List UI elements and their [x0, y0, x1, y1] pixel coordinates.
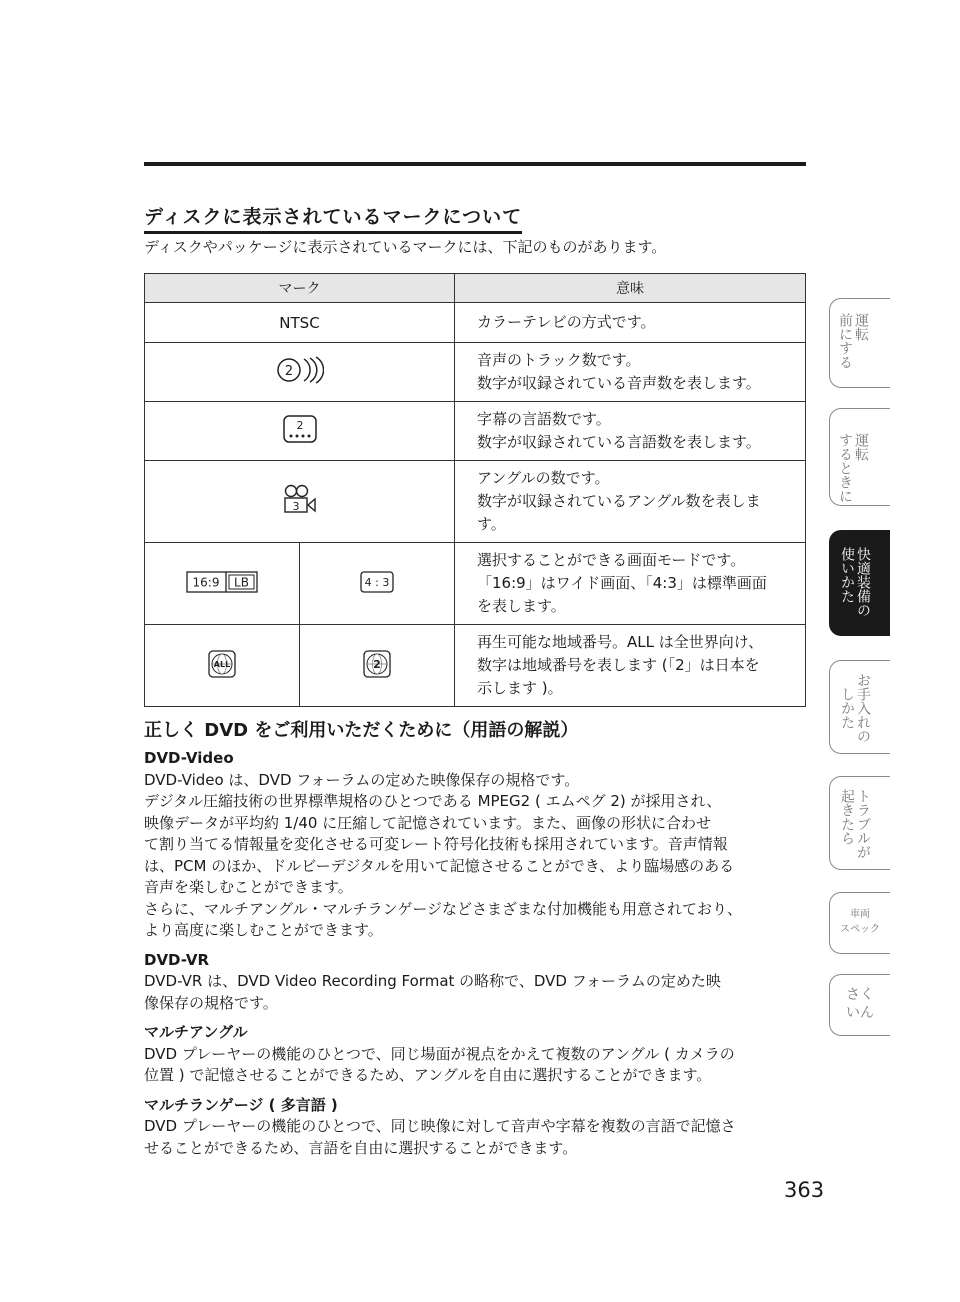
region-2-label: 2	[373, 657, 381, 671]
table-row	[145, 303, 806, 343]
table-header-row	[145, 274, 806, 303]
region-all-label: ALL	[213, 659, 231, 669]
table-row	[145, 402, 806, 461]
angle-count-label: 3	[292, 499, 299, 513]
term-paragraph-line: さらに、マルチアングル・マルチランゲージなどさまざまな付加機能も用意されており、	[144, 899, 743, 918]
term-paragraph-line: DVD プレーヤーの機能のひとつで、同じ場面が視点をかえて複数のアングル ( カメラの	[144, 1044, 735, 1063]
mark-ntsc: NTSC	[145, 303, 455, 343]
term-heading: DVD-Video	[144, 749, 234, 767]
wide-label: 16:9	[192, 575, 220, 589]
side-tab-label: 運転	[853, 433, 869, 461]
meaning-cell: 音声のトラック数です。 数字が収録されている音声数を表します。	[455, 343, 806, 402]
side-tab-before-driving[interactable]	[829, 298, 890, 388]
side-tab-maintenance[interactable]	[829, 660, 890, 754]
angle-count-icon	[145, 461, 455, 543]
table-row	[145, 543, 806, 625]
table-row	[145, 461, 806, 543]
term-heading: マルチアングル	[144, 1023, 248, 1041]
page-number: 363	[784, 1178, 825, 1202]
standard-43-label: 4 : 3	[364, 575, 390, 589]
side-tab-troubleshooting[interactable]	[829, 776, 890, 870]
term-paragraph-line: 音声を楽しむことができます。	[144, 878, 353, 896]
term-paragraph-line: DVD-VR は、DVD Video Recording Format の略称で、DVD フォーラムの定めた映	[144, 972, 721, 990]
side-tab-comfort-features[interactable]	[829, 530, 890, 636]
side-tab-label: さく	[846, 987, 874, 1003]
term-paragraph-line: DVD プレーヤーの機能のひとつで、同じ映像に対して音声や字幕を複数の言語で記憶さ	[144, 1117, 736, 1135]
region-all-icon	[145, 625, 300, 707]
term-paragraph-line: 映像データが平均約 1/40 に圧縮して記憶されています。また、画像の形状に合わせ	[144, 813, 712, 832]
meaning-cell: カラーテレビの方式です。	[455, 303, 806, 343]
table-row	[145, 625, 806, 707]
side-tab-vehicle-specs[interactable]	[829, 892, 890, 954]
section-title-terms: 正しく DVD をご利用いただくために（用語の解説）	[144, 720, 579, 741]
lb-label: LB	[234, 575, 249, 589]
term-paragraph-line: は、PCM のほか、ドルビーデジタルを用いて記憶させることができ、より臨場感のある	[144, 856, 735, 875]
meaning-cell: 選択することができる画面モードです。 「16:9」はワイド画面、「4:3」は標準画面 を表します。	[455, 543, 806, 625]
side-tab-label: するときに	[837, 433, 853, 503]
marks-table	[144, 273, 806, 707]
audio-tracks-label: 2	[284, 364, 293, 379]
side-tab-label: お手入れの	[855, 673, 871, 743]
term-paragraph-line: 位置 ) で記憶させることができるため、アングルを自由に選択することができます。	[144, 1066, 712, 1084]
term-paragraph-line: より高度に楽しむことができます。	[144, 921, 383, 939]
term-heading: DVD-VR	[144, 950, 210, 969]
audio-tracks-icon	[145, 343, 455, 402]
terms-body	[144, 748, 806, 1159]
section-title-marks: ディスクに表示されているマークについて	[144, 202, 522, 234]
term-paragraph-line: て割り当てる情報量を変化させる可変レート符号化技術も採用されています。音声情報	[144, 835, 728, 853]
side-tab-label: しかた	[839, 687, 855, 729]
side-tab-label: 運転	[853, 313, 869, 341]
wide-lb-icon	[145, 543, 300, 625]
top-rule	[144, 162, 806, 166]
term-heading: マルチランゲージ ( 多言語 )	[144, 1095, 338, 1114]
side-tab-label: スペック	[840, 924, 880, 935]
term-paragraph-line: DVD-Video は、DVD フォーラムの定めた映像保存の規格です。	[144, 770, 580, 789]
header-mark: マーク	[145, 274, 455, 303]
side-tab-while-driving[interactable]	[829, 408, 890, 506]
side-tab-label: 起きたら	[839, 789, 855, 845]
meaning-cell: 字幕の言語数です。 数字が収録されている言語数を表します。	[455, 402, 806, 461]
standard-43-icon	[300, 543, 455, 625]
side-tab-index[interactable]	[829, 974, 890, 1036]
term-paragraph-line: せることができるため、言語を自由に選択することができます。	[144, 1138, 578, 1157]
section-intro: ディスクやパッケージに表示されているマークには、下記のものがあります。	[144, 238, 667, 256]
header-meaning: 意味	[455, 274, 806, 303]
subtitle-languages-label: 2	[296, 419, 303, 432]
region-2-icon	[300, 625, 455, 707]
term-paragraph-line: デジタル圧縮技術の世界標準規格のひとつである MPEG2 ( エムペグ 2) が採用され、	[144, 792, 722, 810]
meaning-cell: 再生可能な地域番号。ALL は全世界向け、 数字は地域番号を表します (「2」は日本を 示します )。	[455, 625, 806, 707]
side-tab-label: トラブルが	[855, 789, 871, 859]
side-tab-label: いん	[846, 1005, 874, 1021]
table-row	[145, 343, 806, 402]
meaning-cell: アングルの数です。 数字が収録されているアングル数を表しま す。	[455, 461, 806, 543]
term-paragraph-line: 像保存の規格です。	[144, 993, 278, 1012]
side-tab-label: 快適装備の	[855, 547, 871, 617]
side-tab-label: 前にする	[837, 313, 853, 369]
side-tab-label: 車両	[850, 909, 870, 920]
side-tab-label: 使いかた	[839, 547, 855, 603]
subtitle-languages-icon	[145, 402, 455, 461]
